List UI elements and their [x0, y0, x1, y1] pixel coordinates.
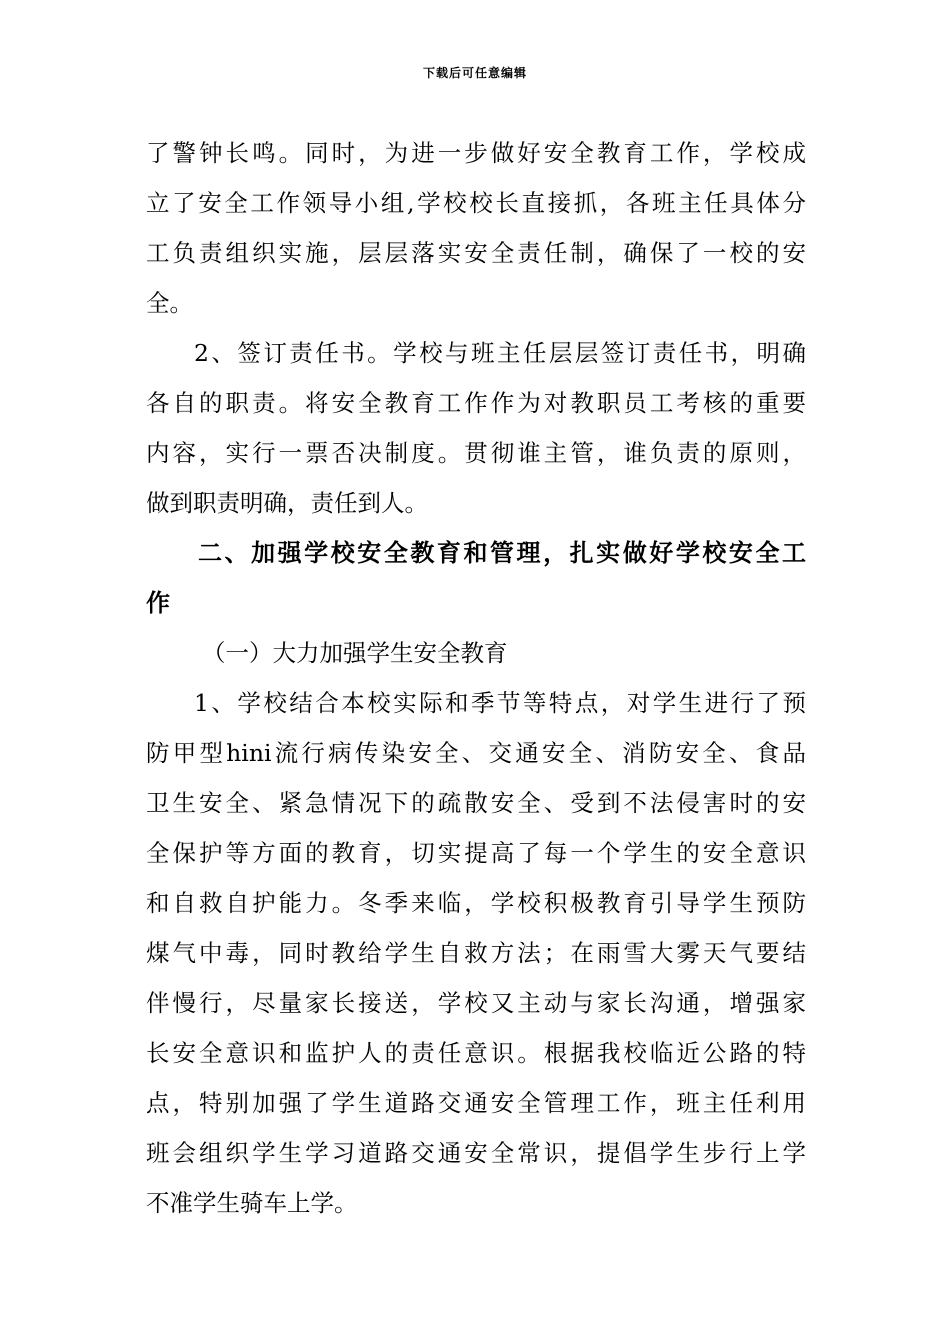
paragraph-line: 各自的职责。将安全教育工作作为对教职员工考核的重要 [146, 389, 806, 417]
paragraph-line: 卫生安全、紧急情况下的疏散安全、受到不法侵害时的安 [146, 789, 806, 817]
paragraph-line: 立了安全工作领导小组,学校校长直接抓，各班主任具体分 [146, 189, 806, 217]
paragraph-line: 班会组织学生学习道路交通安全常识，提倡学生步行上学 [146, 1139, 806, 1167]
document-body [146, 128, 806, 1228]
paragraph-line: 防甲型hini流行病传染安全、交通安全、消防安全、食品 [146, 739, 806, 767]
paragraph-line: 1、学校结合本校实际和季节等特点，对学生进行了预 [194, 689, 806, 717]
paragraph-line: 工负责组织实施，层层落实安全责任制，确保了一校的安 [146, 239, 806, 267]
section-heading: 二、加强学校安全教育和管理，扎实做好学校安全工 [198, 539, 806, 567]
paragraph-line: 伴慢行，尽量家长接送，学校又主动与家长沟通，增强家 [146, 989, 806, 1017]
paragraph-line: 2、签订责任书。学校与班主任层层签订责任书，明确 [194, 339, 806, 367]
paragraph-line: 煤气中毒，同时教给学生自救方法；在雨雪大雾天气要结 [146, 939, 806, 967]
paragraph-line: 长安全意识和监护人的责任意识。根据我校临近公路的特 [146, 1039, 806, 1067]
paragraph-line: 全保护等方面的教育，切实提高了每一个学生的安全意识 [146, 839, 806, 867]
paragraph-line: 点，特别加强了学生道路交通安全管理工作，班主任利用 [146, 1089, 806, 1117]
paragraph-line: 了警钟长鸣。同时，为进一步做好安全教育工作，学校成 [146, 139, 806, 167]
sub-heading: （一）大力加强学生安全教育 [202, 639, 508, 667]
paragraph-line: 不准学生骑车上学。 [146, 1189, 358, 1217]
paragraph-line: 和自救自护能力。冬季来临，学校积极教育引导学生预防 [146, 889, 806, 917]
paragraph-line: 全。 [146, 289, 193, 317]
section-heading: 作 [146, 589, 170, 617]
paragraph-line: 内容，实行一票否决制度。贯彻谁主管，谁负责的原则， [146, 439, 806, 467]
paragraph-line: 做到职责明确，责任到人。 [146, 489, 428, 517]
page-header: 下载后可任意编辑 [422, 66, 527, 80]
